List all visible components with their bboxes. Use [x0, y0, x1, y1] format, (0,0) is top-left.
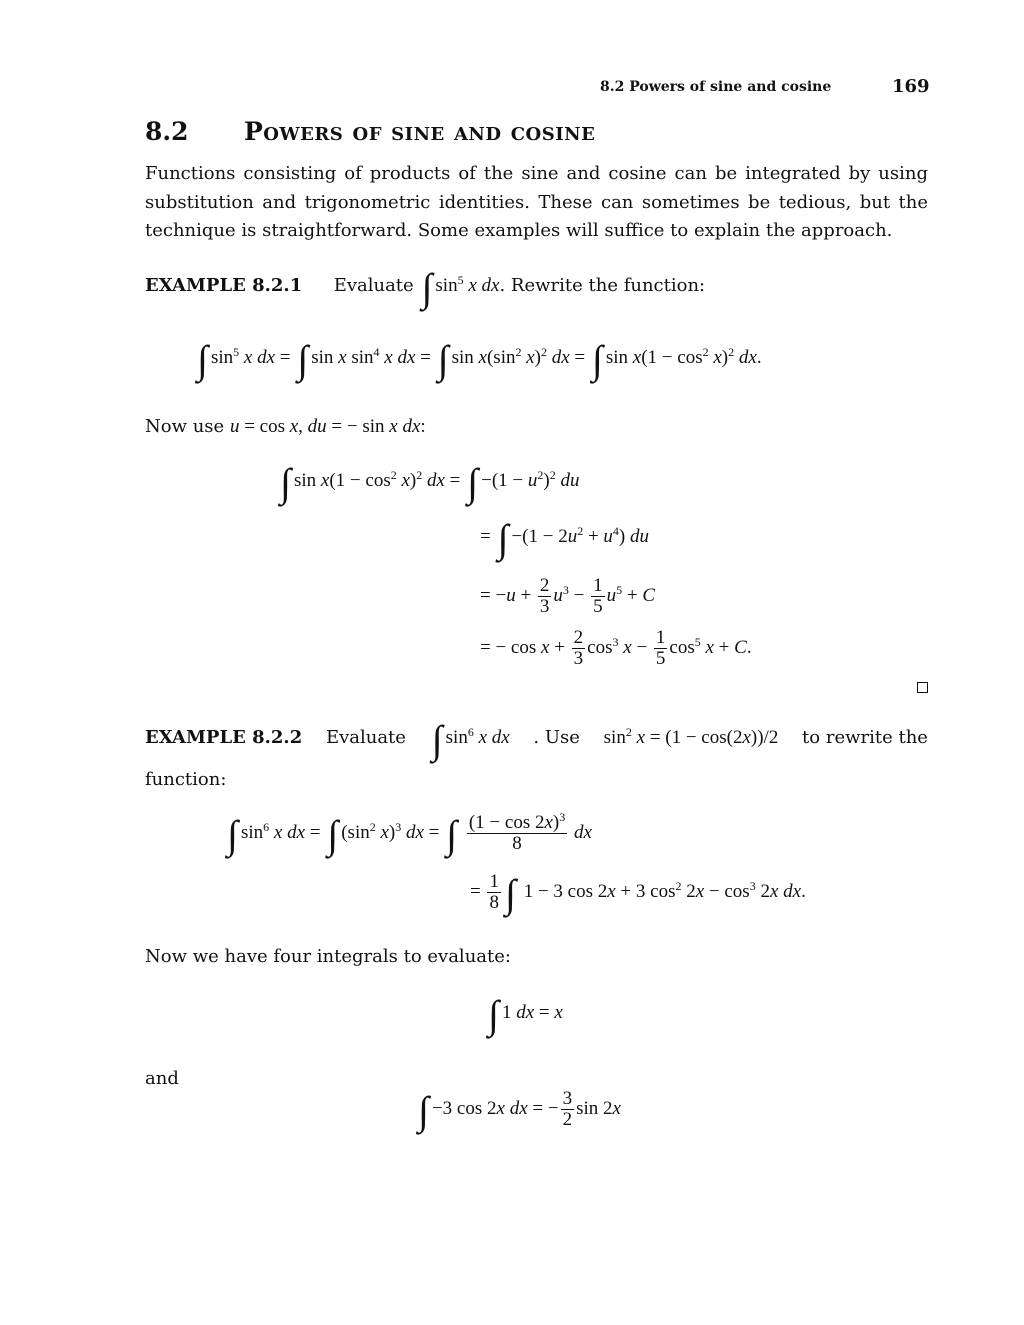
- section-heading: [145, 117, 595, 146]
- and-word: and: [145, 1068, 179, 1089]
- equation-sin6-line-1: ∫ $\sin^6 x$ dx = ∫ ($\sin^2$ x)$^3$ dx = ∫ $\frac{(1 - \cos 2x)^3}{8}$ dx: [227, 810, 592, 857]
- inline-integral: ∫ $\sin^6 x$ dx: [431, 717, 510, 762]
- function-continuation: function:: [145, 769, 227, 790]
- inline-integral: ∫ $\sin^5 x$ dx: [421, 265, 500, 310]
- derivation-line-3: = −u + $\frac{2}{3}$ $u^3$ − $\frac{1}{5}$ $u^5 + C$: [480, 575, 656, 617]
- derivation-line-4: = − cos x + $\frac{2}{3}$ $\cos^3 x$ − $\frac{1}{5}$ $\cos^5 x + C$.: [480, 627, 752, 669]
- derivation-line-1: ∫ $\sin x(1 - \cos^2 x)^2$ dx = ∫ $-(1 - u^2)^2$ du: [280, 460, 580, 505]
- integral-of-one: ∫ 1 dx = x: [488, 992, 563, 1037]
- example-8-2-1-statement: [145, 265, 706, 310]
- four-integrals-text: Now we have four integrals to evaluate:: [145, 946, 511, 967]
- substitution-line: Now use u = cos x, du = − sin x dx:: [145, 416, 426, 437]
- intro-paragraph: Functions consisting of products of the sine and cosine can be integrated by using substitution and trigonometric identities. These can sometimes be tedious, but the technique is straightforward. Some examples will suffice to explain the approach.: [145, 163, 928, 241]
- now-use-text: Now use: [145, 416, 225, 437]
- rewrite-text: to rewrite the: [802, 727, 928, 748]
- equation-sin5-rewrite: ∫ $\sin^5 x$ dx = ∫ sin x $\sin^4 x$ dx = ∫ $\sin x(\sin^2$ x)$^2$ dx = ∫ $\sin x(1 - \cos^2 x)^2$ dx.: [197, 337, 762, 382]
- section-title: Powers of sine and cosine: [243, 117, 596, 146]
- section-number: 8.2: [145, 117, 189, 146]
- running-header-title: 8.2 Powers of sine and cosine: [600, 79, 832, 95]
- integral-cos-2x: ∫ −3 cos 2x dx = − $\frac{3}{2}$ sin 2x: [418, 1087, 621, 1133]
- example-8-2-2-statement: [145, 717, 928, 762]
- rewrite-text: . Rewrite the function:: [499, 275, 706, 296]
- evaluate-word: Evaluate: [333, 275, 414, 296]
- example-label: EXAMPLE 8.2.2: [145, 727, 303, 748]
- evaluate-word: Evaluate: [325, 727, 406, 748]
- identity-inline: $\sin^2 x = (1 - \cos(2x))/2$: [603, 725, 779, 748]
- example-label: EXAMPLE 8.2.1: [145, 275, 303, 296]
- end-of-proof-box: [917, 682, 928, 693]
- use-text: . Use: [533, 727, 580, 748]
- derivation-line-2: = ∫ $-(1 - 2u^2 + u^4)$ du: [480, 516, 649, 561]
- page-number: 169: [892, 76, 930, 97]
- equation-sin6-line-2: = $\frac{1}{8}$ ∫ 1 − 3 cos 2x + 3 $\cos^2 2x - \cos^3 2x$ dx.: [470, 870, 806, 916]
